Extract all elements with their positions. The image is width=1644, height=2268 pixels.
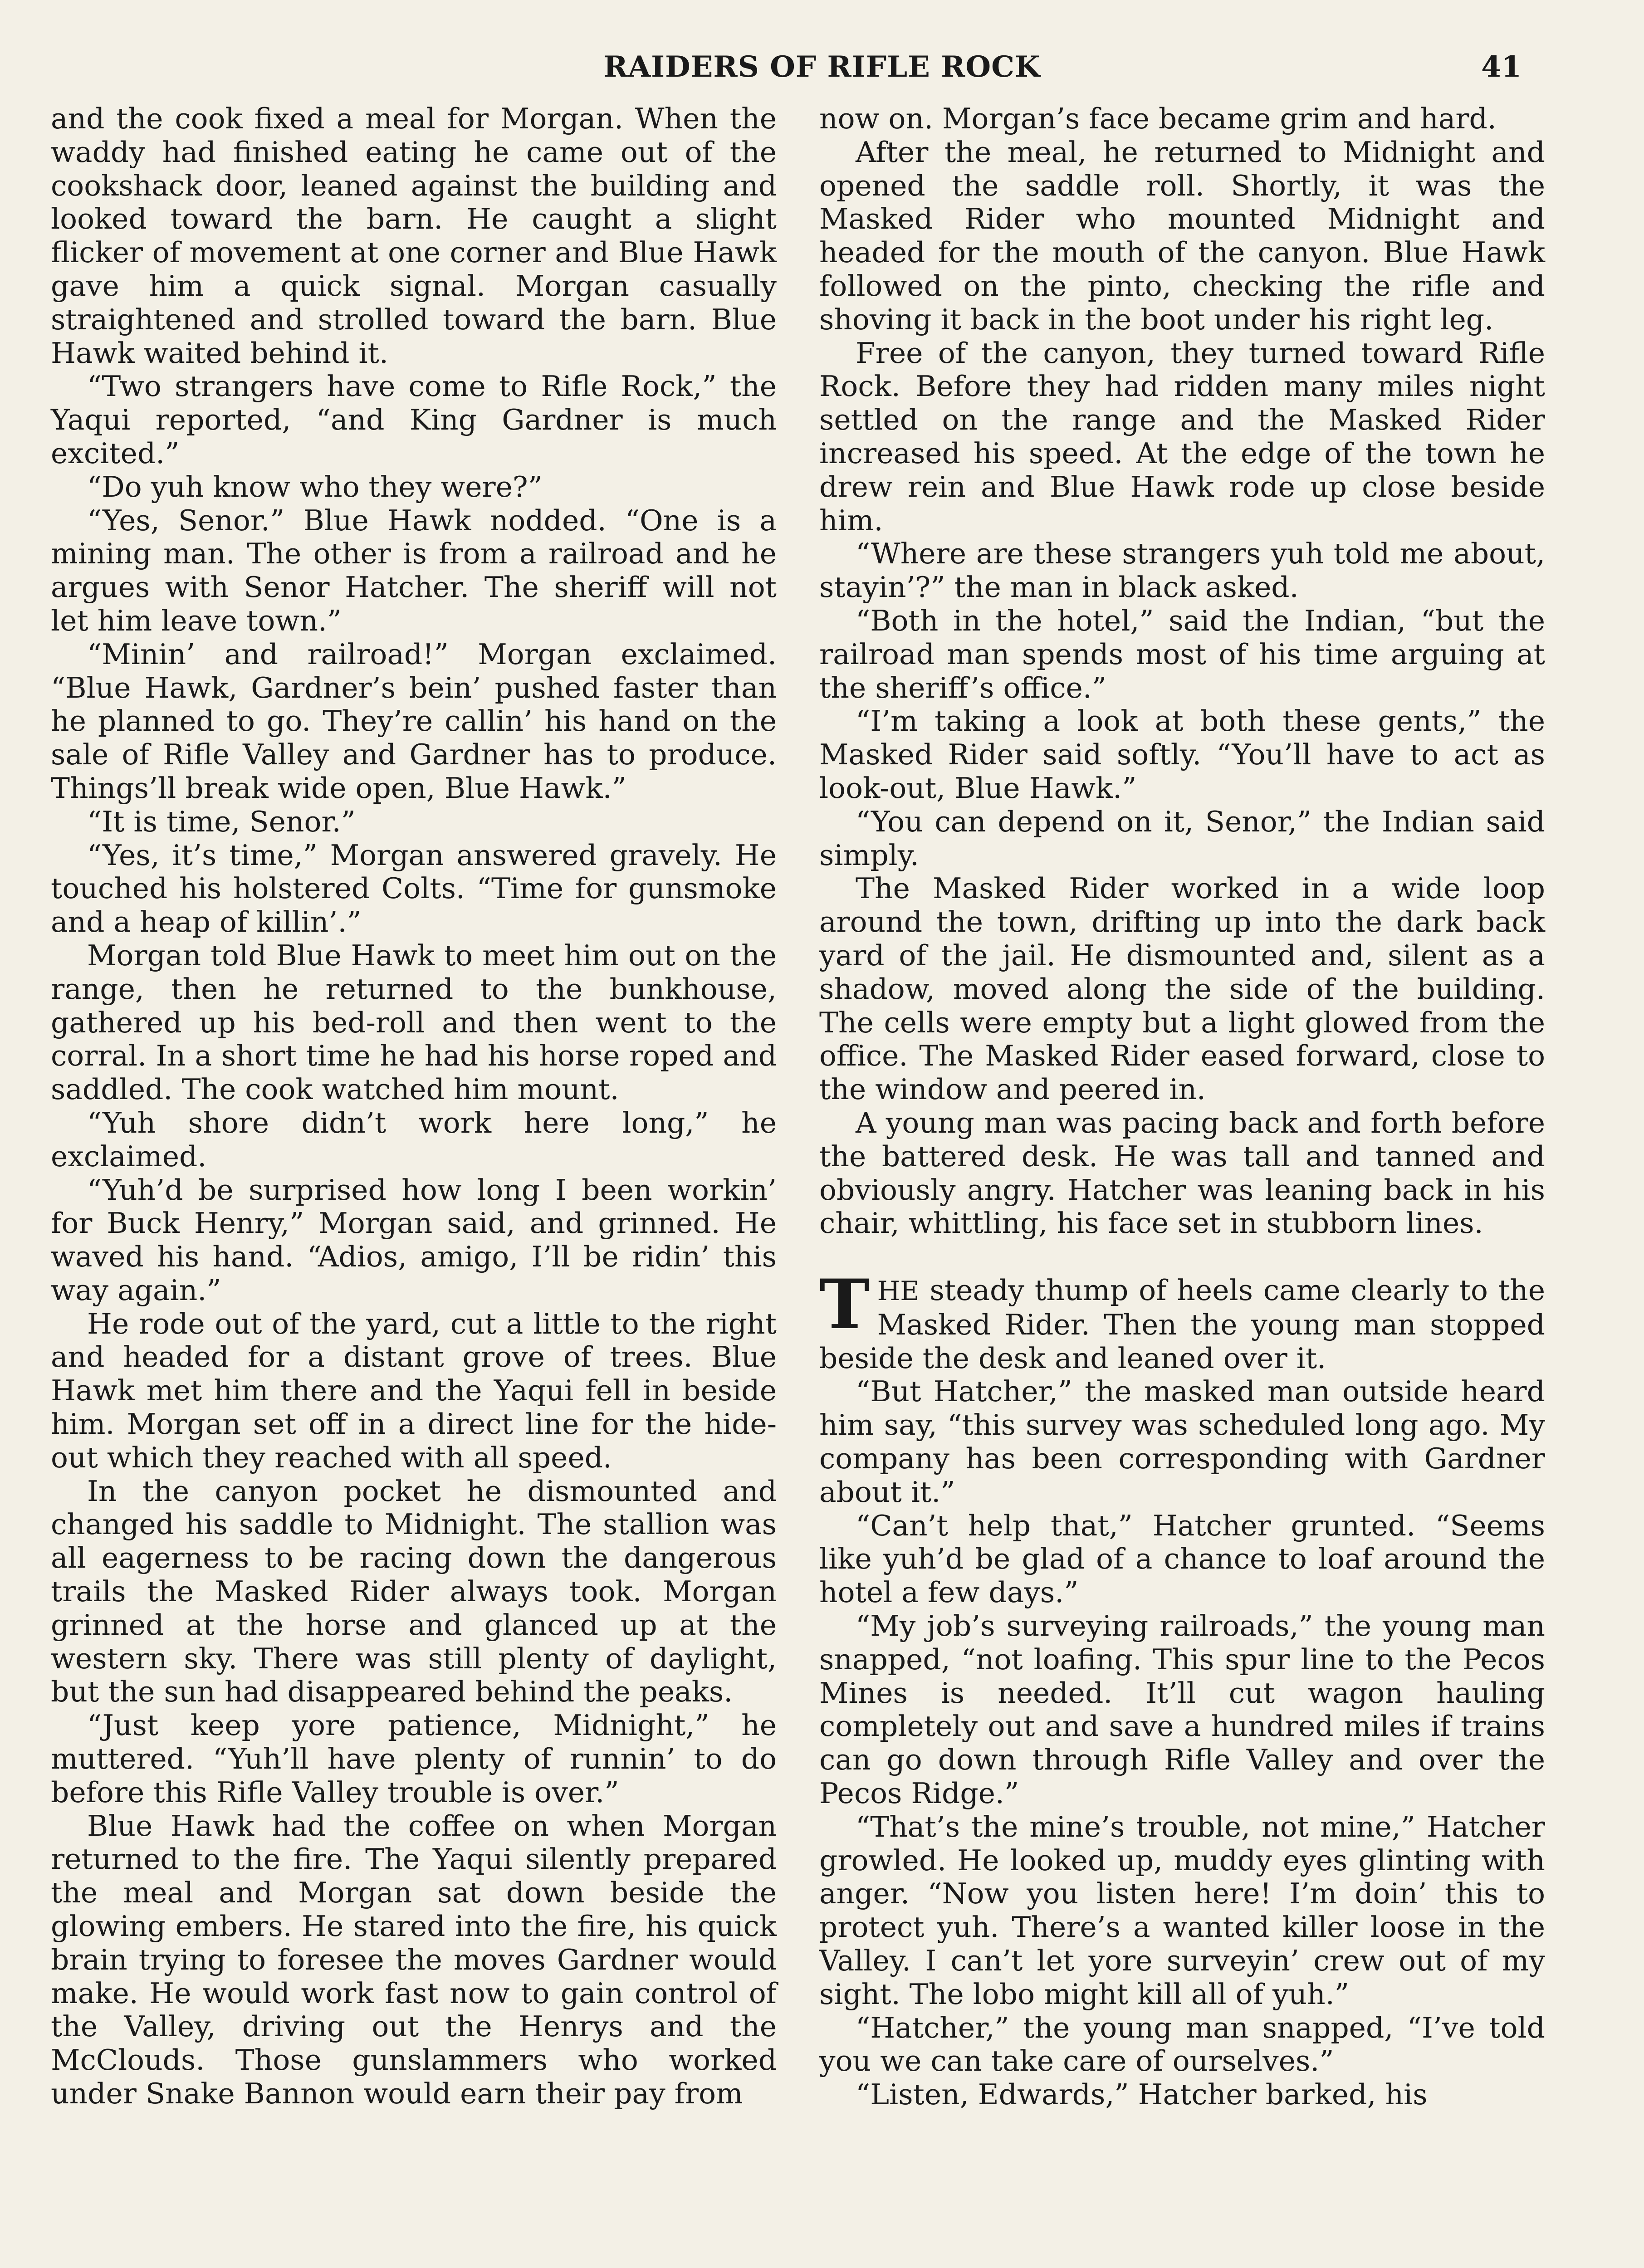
paragraph: “Hatcher,” the young man snapped, “I’ve told you we can take care of ourselves.” <box>819 2011 1545 2078</box>
paragraph: In the canyon pocket he dismounted and changed his saddle to Midnight. The stallion was all eagerness to be racing down the dangerous trails the Masked Rider always took. Morgan grinned at the horse and glanced up at the western sky. There was still plenty of daylight, but the sun had disappeared behind the peaks. <box>51 1474 777 1709</box>
page-header <box>50 50 1594 95</box>
dropcap-paragraph <box>819 1265 1545 1375</box>
section-break <box>819 1240 1545 1274</box>
paragraph: “You can depend on it, Senor,” the Indian said simply. <box>819 805 1545 872</box>
paragraph: “My job’s surveying railroads,” the young man snapped, “not loafing. This spur line to the Pecos Mines is needed. It’ll cut wagon hauling completely out and save a hundred miles if trains can go down through Rifle Valley and over the Pecos Ridge.” <box>819 1609 1545 1810</box>
paragraph: A young man was pacing back and forth before the battered desk. He was tall and tanned and obviously angry. Hatcher was leaning back in his chair, whittling, his face set in stubborn lines. <box>819 1106 1545 1240</box>
paragraph: “Yuh’d be surprised how long I been workin’ for Buck Henry,” Morgan said, and grinned. He waved his hand. “Adios, amigo, I’ll be ridin’ this way again.” <box>51 1173 777 1307</box>
paragraph: “It is time, Senor.” <box>87 805 356 838</box>
paragraph: “Where are these strangers yuh told me about, stayin’?” the man in black asked. <box>819 537 1545 604</box>
paragraph: “Two strangers have come to Rifle Rock,” the Yaqui reported, “and King Gardner is much excited.” <box>51 370 777 470</box>
paragraph: He rode out of the yard, cut a little to the right and headed for a distant grove of trees. Blue Hawk met him there and the Yaqui fell in beside him. Morgan set off in a direct line for the hide-out which they reached with all speed. <box>51 1307 777 1474</box>
paragraph: Blue Hawk had the coffee on when Morgan returned to the fire. The Yaqui silently prepared the meal and Morgan sat down beside the glowing embers. He stared into the fire, his quick brain trying to foresee the moves Gardner would make. He would work fast now to gain control of the Valley, driving out the Henrys and the McClouds. Those gunslammers who worked under Snake Bannon would earn their pay from <box>51 1809 777 2111</box>
paragraph: Morgan told Blue Hawk to meet him out on the range, then he returned to the bunkhouse, gathered up his bed-roll and then went to the corral. In a short time he had his horse roped and saddled. The cook watched him mount. <box>51 938 777 1106</box>
running-title: RAIDERS OF RIFLE ROCK <box>603 50 1041 84</box>
paragraph: “Both in the hotel,” said the Indian, “but the railroad man spends most of his time arguing at the sheriff’s office.” <box>819 604 1545 704</box>
paragraph: “But Hatcher,” the masked man outside heard him say, “this survey was scheduled long ago. My company has been corresponding with Gardner about it.” <box>819 1375 1545 1509</box>
paragraph: “That’s the mine’s trouble, not mine,” Hatcher growled. He looked up, muddy eyes glinting with anger. “Now you listen here! I’m doin’ this to protect yuh. There’s a wanted killer loose in the Valley. I can’t let yore surveyin’ crew out of my sight. The lobo might kill all of yuh.” <box>819 1810 1545 2011</box>
paragraph: now on. Morgan’s face became grim and hard. <box>819 102 1497 135</box>
paragraph: Free of the canyon, they turned toward Rifle Rock. Before they had ridden many miles night settled on the range and the Masked Rider increased his speed. At the edge of the town he drew rein and Blue Hawk rode up close beside him. <box>819 336 1545 537</box>
drop-cap: T <box>819 1265 870 1345</box>
page-number: 41 <box>1481 50 1522 84</box>
small-caps-lead: HE <box>877 1276 920 1307</box>
paragraph: The Masked Rider worked in a wide loop around the town, drifting up into the dark back yard of the jail. He dismounted and, silent as a shadow, moved along the side of the building. The cells were empty but a light glowed from the office. The Masked Rider eased forward, close to the window and peered in. <box>819 872 1545 1106</box>
right-column <box>819 102 1545 2112</box>
left-column <box>51 102 777 2111</box>
paragraph: “Minin’ and railroad!” Morgan exclaimed. “Blue Hawk, Gardner’s bein’ pushed faster than he planned to go. They’re callin’ his hand on the sale of Rifle Valley and Gardner has to produce. Things’ll break wide open, Blue Hawk.” <box>51 637 777 805</box>
paragraph: “Yes, Senor.” Blue Hawk nodded. “One is a mining man. The other is from a railroad and he argues with Senor Hatcher. The sheriff will not let him leave town.” <box>51 503 777 637</box>
paragraph: “Yuh shore didn’t work here long,” he exclaimed. <box>51 1106 777 1173</box>
paragraph: “Listen, Edwards,” Hatcher barked, his <box>856 2078 1428 2112</box>
paragraph: After the meal, he returned to Midnight and opened the saddle roll. Shortly, it was the Masked Rider who mounted Midnight and headed for the mouth of the canyon. Blue Hawk followed on the pinto, checking the rifle and shoving it back in the boot under his right leg. <box>819 135 1545 336</box>
paragraph: “Do yuh know who they were?” <box>87 470 543 503</box>
dropcap-text: steady thump of heels came clearly to the Masked Rider. Then the young man stopped beside the desk and leaned over it. <box>819 1274 1545 1375</box>
paragraph: “Can’t help that,” Hatcher grunted. “Seems like yuh’d be glad of a chance to loaf around the hotel a few days.” <box>819 1509 1545 1609</box>
paragraph: “Yes, it’s time,” Morgan answered gravely. He touched his holstered Colts. “Time for gunsmoke and a heap of killin’.” <box>51 838 777 939</box>
paragraph: “Just keep yore patience, Midnight,” he muttered. “Yuh’ll have plenty of runnin’ to do before this Rifle Valley trouble is over.” <box>51 1709 777 1809</box>
paragraph: “I’m taking a look at both these gents,” the Masked Rider said softly. “You’ll have to act as look-out, Blue Hawk.” <box>819 704 1545 805</box>
paragraph: and the cook fixed a meal for Morgan. When the waddy had finished eating he came out of the cookshack door, leaned against the building and looked toward the barn. He caught a slight flicker of movement at one corner and Blue Hawk gave him a quick signal. Morgan casually straightened and strolled toward the barn. Blue Hawk waited behind it. <box>51 102 777 370</box>
